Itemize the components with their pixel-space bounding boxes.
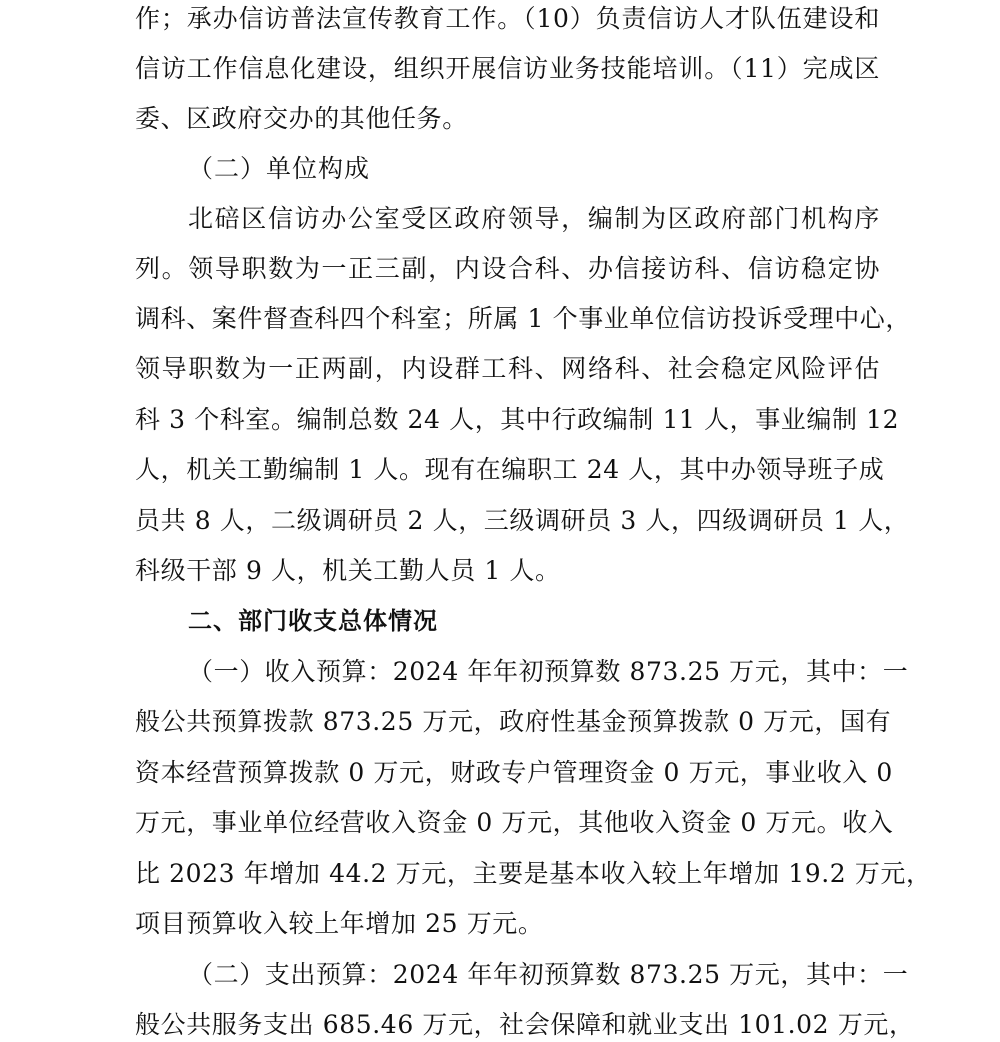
paragraph-line: 科级干部 9 人，机关工勤人员 1 人。 (135, 556, 561, 585)
section-heading: 二、部门收支总体情况 (188, 607, 438, 635)
paragraph-line: 般公共预算拨款 873.25 万元，政府性基金预算拨款 0 万元，国有 (135, 707, 892, 736)
paragraph-line: 委、区政府交办的其他任务。 (135, 104, 468, 133)
paragraph-line: 员共 8 人，二级调研员 2 人，三级调研员 3 人，四级调研员 1 人， (135, 506, 910, 535)
paragraph-line: 般公共服务支出 685.46 万元，社会保障和就业支出 101.02 万元， (135, 1010, 915, 1039)
paragraph-line: 信访工作信息化建设，组织开展信访业务技能培训。（11）完成区 (135, 54, 880, 83)
paragraph-line: 比 2023 年增加 44.2 万元，主要是基本收入较上年增加 19.2 万元， (135, 859, 932, 888)
paragraph-line: （二）支出预算：2024 年年初预算数 873.25 万元，其中：一 (188, 960, 909, 989)
paragraph-line: （一）收入预算：2024 年年初预算数 873.25 万元，其中：一 (188, 657, 909, 686)
paragraph-line: 列。领导职数为一正三副，内设合科、办信接访科、信访稳定协 (135, 254, 880, 283)
paragraph-line: 科 3 个科室。编制总数 24 人，其中行政编制 11 人，事业编制 12 (135, 405, 900, 434)
paragraph-line: 作；承办信访普法宣传教育工作。（10）负责信访人才队伍建设和 (135, 4, 880, 33)
section-subheading: （二）单位构成 (188, 154, 371, 183)
paragraph-line: 领导职数为一正两副，内设群工科、网络科、社会稳定风险评估 (135, 354, 880, 383)
paragraph-line: 万元，事业单位经营收入资金 0 万元，其他收入资金 0 万元。收入 (135, 808, 894, 837)
paragraph-line: 项目预算收入较上年增加 25 万元。 (135, 909, 544, 938)
paragraph-line: 调科、案件督查科四个科室；所属 1 个事业单位信访投诉受理中心， (135, 304, 912, 333)
paragraph-line: 资本经营预算拨款 0 万元，财政专户管理资金 0 万元，事业收入 0 (135, 758, 893, 787)
paragraph-line: 人，机关工勤编制 1 人。现有在编职工 24 人，其中办领导班子成 (135, 455, 885, 484)
paragraph-line: 北碚区信访办公室受区政府领导，编制为区政府部门机构序 (188, 204, 880, 233)
